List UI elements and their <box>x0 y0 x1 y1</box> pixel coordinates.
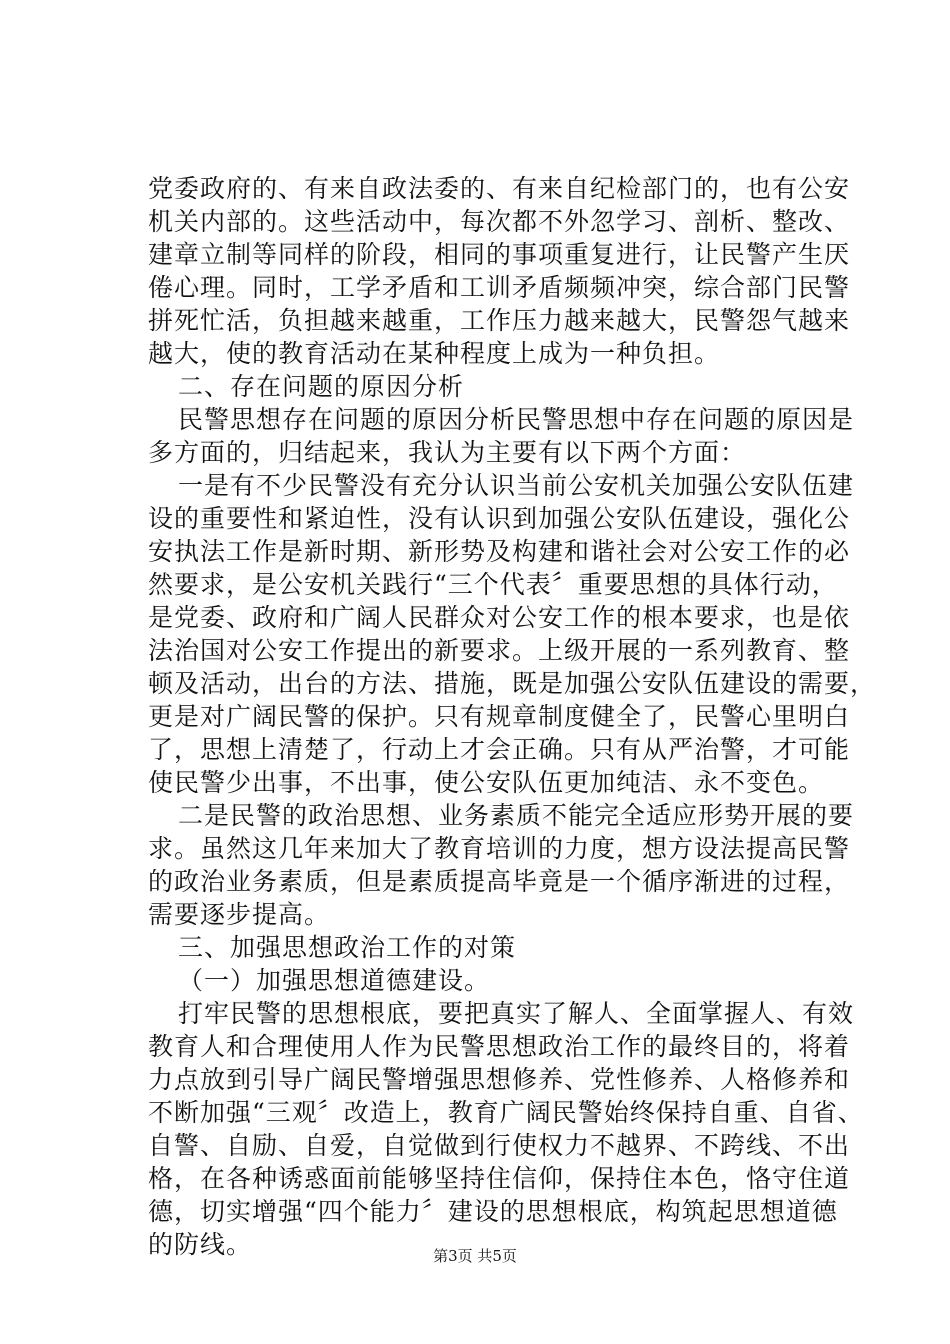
text-line: 了，思想上清楚了，行动上才会正确。只有从严治警，才可能 <box>148 735 851 764</box>
text-line: 民警思想存在问题的原因分析民警思想中存在问题的原因是 <box>178 405 855 434</box>
text-line: 不断加强“三观〞改造上，教育广阔民警始终保持自重、自省、 <box>148 1098 864 1127</box>
text-line: 建章立制等同样的阶段，相同的事项重复进行，让民警产生厌 <box>148 240 851 269</box>
text-line: 打牢民警的思想根底，要把真实了解人、全面掌握人、有效 <box>178 999 855 1028</box>
text-line: 使民警少出事，不出事，使公安队伍更加纯洁、永不变色。 <box>148 768 825 797</box>
text-line: 的防线。 <box>148 1230 253 1259</box>
text-line: 一是有不少民警没有充分认识当前公安机关加强公安队伍建 <box>178 471 855 500</box>
text-line: 法治国对公安工作提出的新要求。上级开展的一系列教育、整 <box>148 636 851 665</box>
text-line: 教育人和合理使用人作为民警思想政治工作的最终目的，将着 <box>148 1032 851 1061</box>
page-footer <box>0 1246 950 1266</box>
text-line: 需要逐步提高。 <box>148 900 331 929</box>
body-text <box>148 172 877 1261</box>
subsection-heading: （一）加强思想道德建设。 <box>178 966 491 995</box>
text-line: 设的重要性和紧迫性，没有认识到加强公安队伍建设，强化公 <box>148 504 851 533</box>
text-line: 越大，使的教育活动在某种程度上成为一种负担。 <box>148 339 721 368</box>
text-line: 力点放到引导广阔民警增强思想修养、党性修养、人格修养和 <box>148 1065 851 1094</box>
text-line: 自警、自励、自爱，自觉做到行使权力不越界、不跨线、不出 <box>148 1131 851 1160</box>
text-line: 安执法工作是新时期、新形势及构建和谐社会对公安工作的必 <box>148 537 851 566</box>
page-number: 第3页 共5页 <box>433 1247 517 1265</box>
text-line: 拼死忙活，负担越来越重，工作压力越来越大，民警怨气越来 <box>148 306 851 335</box>
text-line: 机关内部的。这些活动中，每次都不外忽学习、剖析、整改、 <box>148 207 851 236</box>
text-line: 然要求，是公安机关践行“三个代表〞重要思想的具体行动， <box>148 570 838 599</box>
text-line: 二是民警的政治思想、业务素质不能完全适应形势开展的要 <box>178 801 855 830</box>
section-heading: 二、存在问题的原因分析 <box>178 372 465 401</box>
text-line: 格，在各种诱惑面前能够坚持住信仰，保持住本色，恪守住道 <box>148 1164 851 1193</box>
text-line: 是党委、政府和广阔人民群众对公安工作的根本要求，也是依 <box>148 603 851 632</box>
text-line: 顿及活动，出台的方法、措施，既是加强公安队伍建设的需要， <box>148 669 877 698</box>
text-line: 多方面的，归结起来，我认为主要有以下两个方面： <box>148 438 747 467</box>
text-line: 求。虽然这几年来加大了教育培训的力度，想方设法提高民警 <box>148 834 851 863</box>
text-line: 党委政府的、有来自政法委的、有来自纪检部门的，也有公安 <box>148 174 851 203</box>
text-line: 更是对广阔民警的保护。只有规章制度健全了，民警心里明白 <box>148 702 851 731</box>
text-line: 的政治业务素质，但是素质提高毕竟是一个循序渐进的过程， <box>148 867 851 896</box>
text-line: 倦心理。同时，工学矛盾和工训矛盾频频冲突，综合部门民警 <box>148 273 851 302</box>
text-line: 德，切实增强“四个能力〞建设的思想根底，构筑起思想道德 <box>148 1197 838 1226</box>
section-heading: 三、加强思想政治工作的对策 <box>178 933 517 962</box>
